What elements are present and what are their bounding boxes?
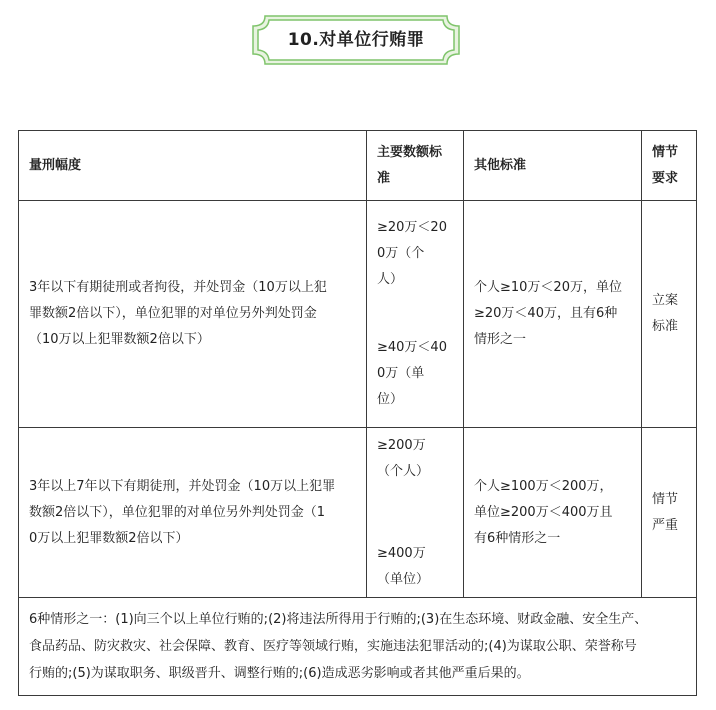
row2-other: 个人≥100万＜200万， 单位≥200万＜400万且 有6种情形之一: [464, 428, 642, 598]
row2-circumstance: 情节 严重: [642, 428, 697, 598]
note-row: [19, 598, 697, 696]
header-other: 其他标准: [464, 131, 642, 201]
header-row: [19, 131, 697, 201]
row2-sentence: 3年以上7年以下有期徒刑，并处罚金（10万以上犯罪 数额2倍以下），单位犯罪的对单位另外判处罚金（1 0万以上犯罪数额2倍以下）: [19, 428, 367, 598]
header-circumstance: 情节 要求: [642, 131, 697, 201]
note-text: 6种情形之一：(1)向三个以上单位行贿的;(2)将违法所得用于行贿的;(3)在生态环境、财政金融、安全生产、 食品药品、防灾救灾、社会保障、教育、医疗等领域行贿，实施违法犯罪活动的;(4)为谋取公职、荣誉称号 行贿的;(5)为谋取职务、职级晋升、调整行贿的;(6)造成恶劣影响或者其他严重后果的。: [19, 598, 697, 696]
header-amount: 主要数额标 准: [367, 131, 464, 201]
row1-circumstance: 立案 标准: [642, 201, 697, 428]
sentencing-table: [18, 130, 697, 696]
table-row: [19, 201, 697, 428]
row1-other: 个人≥10万＜20万，单位 ≥20万＜40万，且有6种 情形之一: [464, 201, 642, 428]
row1-amount: ≥20万＜20 0万（个 人） ≥40万＜40 0万（单 位）: [367, 201, 464, 428]
title-badge: [251, 14, 461, 66]
row1-sentence: 3年以下有期徒刑或者拘役，并处罚金（10万以上犯 罪数额2倍以下），单位犯罪的对单位另外判处罚金 （10万以上犯罪数额2倍以下）: [19, 201, 367, 428]
header-sentence: 量刑幅度: [19, 131, 367, 201]
table-row: [19, 428, 697, 598]
page-title: 10.对单位行贿罪: [287, 30, 425, 50]
row2-amount: ≥200万 （个人） ≥400万 （单位）: [367, 428, 464, 598]
